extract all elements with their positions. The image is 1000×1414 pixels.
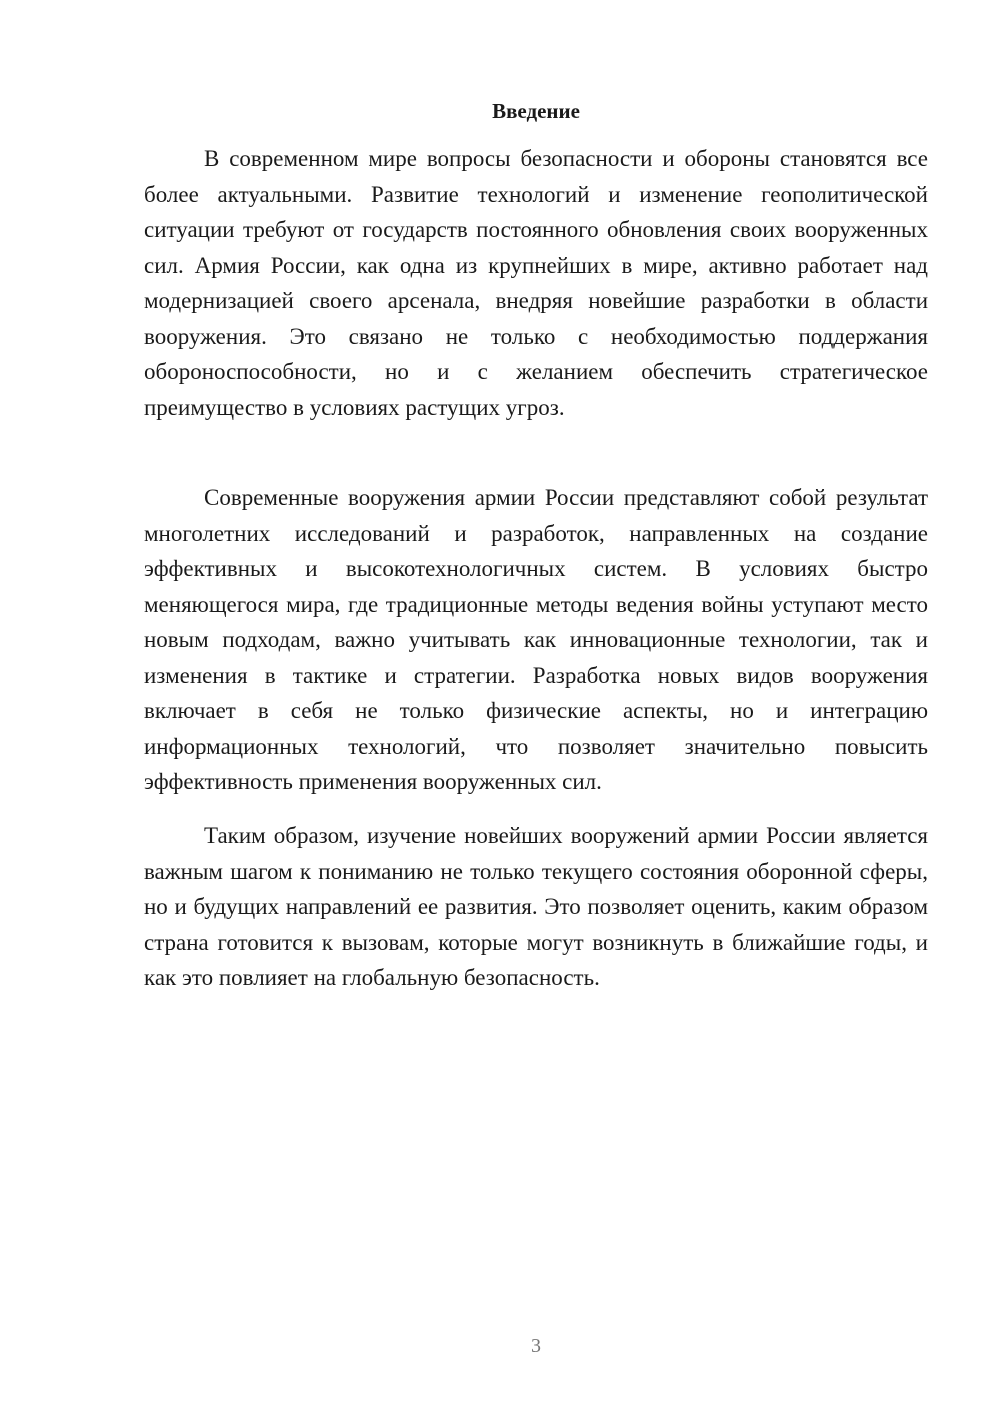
section-heading: Введение [492, 99, 580, 123]
paragraph-weapons: Современные вооружения армии России представляют собой результат многолетних исследований и разработок, направленных на создание эффективных и высокотехнологичных систем. В условиях быстро меняющегося мира, где традиционные методы ведения войны уступают место новым подходам, важно учитывать как инновационные технологии, так и изменения в тактике и стратегии. Разработка новых видов вооружения включает в себя не только физические аспекты, но и интеграцию информационных технологий, что позволяет значительно повысить эффективность применения вооруженных сил. [144, 485, 928, 794]
paragraph-intro: В современном мире вопросы безопасности и обороны становятся все более актуальными. Развитие технологий и изменение геополитической ситуации требуют от государств постоянного обновления своих вооруженных сил. Армия России, как одна из крупнейших в мире, активно работает над модернизацией своего арсенала, внедряя новейшие разработки в области вооружения. Это связано не только с необходимостью поддержания обороноспособности, но и с желанием обеспечить стратегическое преимущество в условиях растущих угроз. [144, 146, 928, 420]
page-number: 3 [531, 1335, 541, 1357]
paragraph-conclusion: Таким образом, изучение новейших вооружений армии России является важным шагом к пониманию не только текущего состояния оборонной сферы, но и будущих направлений ее развития. Это позволяет оценить, каким образом страна готовится к вызовам, которые могут возникнуть в ближайшие годы, и как это повлияет на глобальную безопасность. [144, 823, 928, 990]
